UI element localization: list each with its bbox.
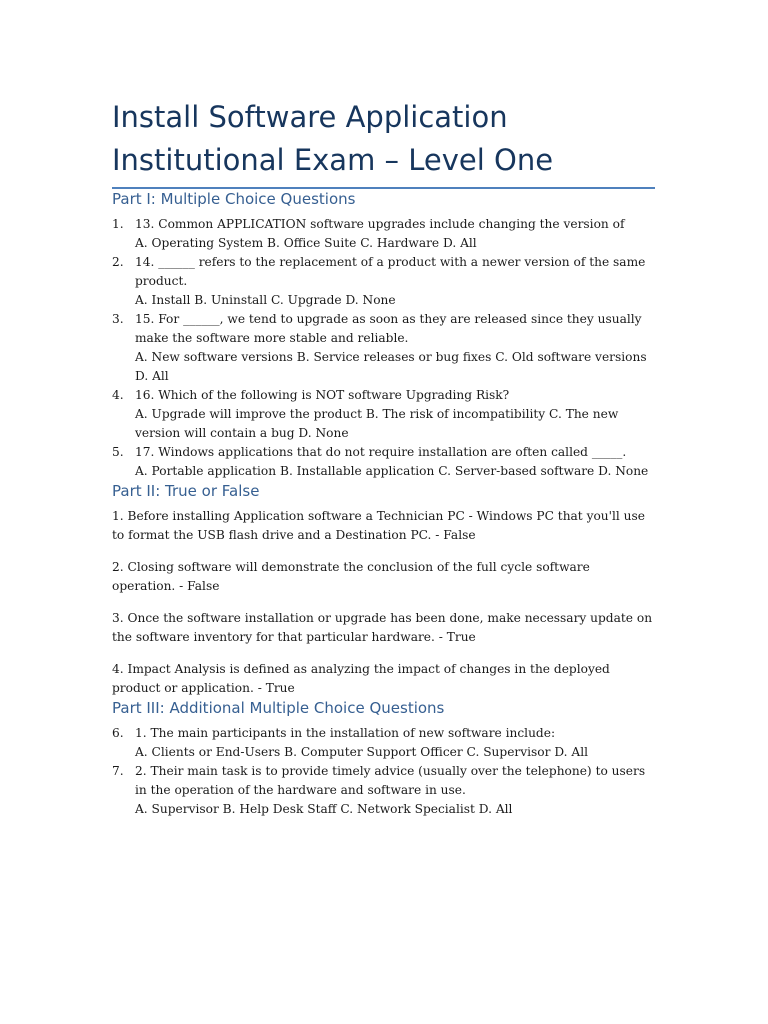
question-options: A. Supervisor B. Help Desk Staff C. Network Specialist D. All xyxy=(135,802,513,816)
question-number: 5. xyxy=(112,445,124,459)
true-false-statement: 4. Impact Analysis is defined as analyzing the impact of changes in the deployed product or application. - True xyxy=(112,662,610,695)
question-options: A. Operating System B. Office Suite C. Hardware D. All xyxy=(135,236,477,250)
question-number: 1. xyxy=(112,217,124,231)
part1-question-list xyxy=(112,215,656,481)
part1-heading: Part I: Multiple Choice Questions xyxy=(112,190,356,208)
question-text: 14. ______ refers to the replacement of a product with a newer version of the same product. xyxy=(135,255,646,288)
question-item xyxy=(112,253,656,310)
question-options: A. New software versions B. Service releases or bug fixes C. Old software versions D. All xyxy=(135,350,647,383)
true-false-statement: 1. Before installing Application software a Technician PC - Windows PC that you'll use to format the USB flash drive and a Destination PC. - False xyxy=(112,509,645,542)
question-number: 2. xyxy=(112,255,124,269)
part3-heading: Part III: Additional Multiple Choice Questions xyxy=(112,699,445,717)
question-item xyxy=(112,443,656,481)
part2-statement-list xyxy=(112,507,656,698)
true-false-statement: 3. Once the software installation or upgrade has been done, make necessary update on the software inventory for that particular hardware. - True xyxy=(112,611,653,644)
question-item xyxy=(112,762,656,819)
question-text: 1. The main participants in the installation of new software include: xyxy=(135,726,556,740)
part2-heading: Part II: True or False xyxy=(112,482,260,500)
question-text: 13. Common APPLICATION software upgrades include changing the version of xyxy=(135,217,625,231)
question-options: A. Portable application B. Installable application C. Server-based software D. None xyxy=(135,464,649,478)
document-title xyxy=(112,96,656,182)
question-item xyxy=(112,724,656,762)
part3-question-list xyxy=(112,724,656,819)
question-number: 3. xyxy=(112,312,124,326)
question-number: 7. xyxy=(112,764,124,778)
question-number: 4. xyxy=(112,388,124,402)
question-text: 2. Their main task is to provide timely advice (usually over the telephone) to users in the operation of the hardware and software in use. xyxy=(135,764,646,797)
question-number: 6. xyxy=(112,726,124,740)
question-options: A. Upgrade will improve the product B. The risk of incompatibility C. The new version will contain a bug D. None xyxy=(135,407,619,440)
question-item xyxy=(112,310,656,386)
question-text: 17. Windows applications that do not require installation are often called _____. xyxy=(135,445,627,459)
question-options: A. Clients or End-Users B. Computer Support Officer C. Supervisor D. All xyxy=(135,745,588,759)
title-line-1: Install Software Application xyxy=(112,100,508,134)
question-text: 15. For ______, we tend to upgrade as soon as they are released since they usually make the software more stable and reliable. xyxy=(135,312,642,345)
question-text: 16. Which of the following is NOT software Upgrading Risk? xyxy=(135,388,510,402)
true-false-statement: 2. Closing software will demonstrate the conclusion of the full cycle software operation. - False xyxy=(112,560,590,593)
question-item xyxy=(112,215,656,253)
question-item xyxy=(112,386,656,443)
question-options: A. Install B. Uninstall C. Upgrade D. None xyxy=(135,293,396,307)
title-line-2: Institutional Exam – Level One xyxy=(112,143,554,177)
